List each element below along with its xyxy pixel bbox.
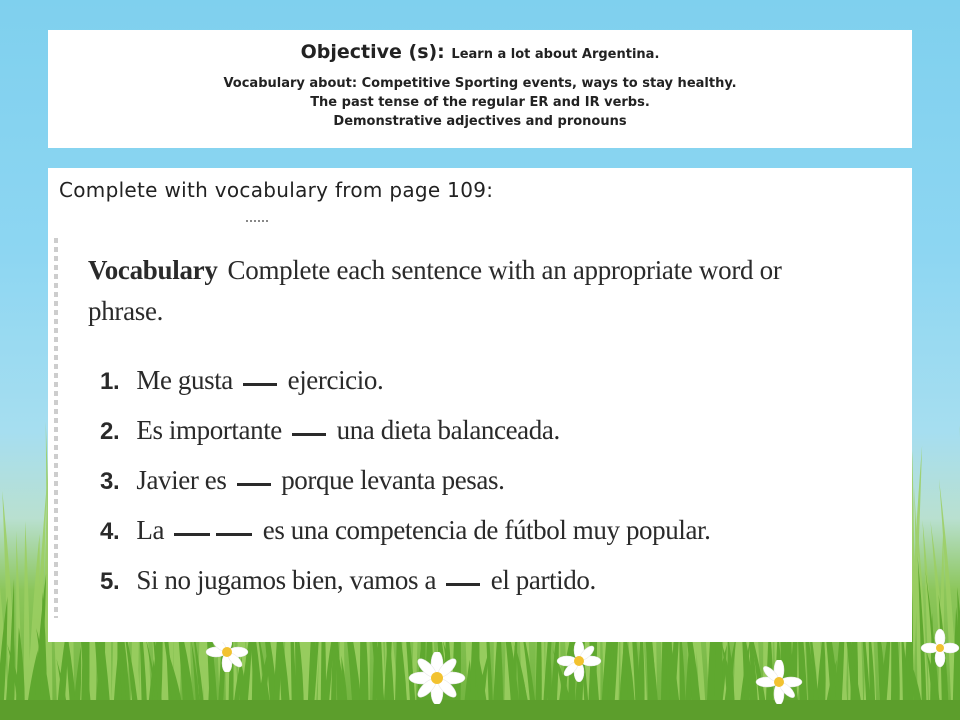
daisy-icon (755, 660, 803, 704)
daisy-icon (408, 652, 466, 704)
item-number: 4. (100, 518, 120, 545)
item-text-before: La (136, 515, 165, 545)
daisy-icon (920, 628, 960, 668)
exercise-item-3 (100, 456, 800, 506)
exercise-item-4 (100, 506, 800, 556)
answer-blank (174, 533, 210, 536)
exercise-item-1 (100, 356, 800, 406)
exercise-item-5 (100, 556, 800, 606)
objective-summary: Learn a lot about Argentina. (451, 47, 660, 62)
answer-blank (216, 533, 252, 536)
exercise-list (100, 356, 800, 606)
item-text-after: una dieta balanceada. (336, 415, 560, 445)
answer-blank (243, 383, 277, 386)
item-text-after: el partido. (490, 565, 596, 595)
vocabulary-prompt (88, 250, 808, 332)
vocabulary-keyword: Vocabulary (88, 255, 218, 285)
answer-blank (446, 583, 480, 586)
item-text-after: porque levanta pesas. (281, 465, 505, 495)
item-text-before: Javier es (136, 465, 227, 495)
instruction-text: Complete with vocabulary from page 109: (59, 178, 494, 202)
answer-blank (237, 483, 271, 486)
objective-line-demonstratives: Demonstrative adjectives and pronouns (333, 114, 627, 129)
objective-heading (48, 40, 912, 67)
item-text-after: es una competencia de fútbol muy popular. (262, 515, 711, 545)
exercise-item-2 (100, 406, 800, 456)
objective-line-vocabulary: Vocabulary about: Competitive Sporting events, ways to stay healthy. (223, 76, 737, 91)
item-number: 1. (100, 368, 120, 395)
scan-margin-edge (54, 238, 58, 618)
item-number: 5. (100, 568, 120, 595)
vocabulary-instruction: Complete each sentence with an appropriate word or phrase. (88, 255, 782, 326)
item-number: 2. (100, 418, 120, 445)
objective-label: Objective (s): (300, 41, 445, 63)
objective-line-past-tense: The past tense of the regular ER and IR verbs. (310, 95, 650, 110)
item-text-before: Si no jugamos bien, vamos a (136, 565, 437, 595)
item-text-before: Me gusta (136, 365, 233, 395)
daisy-icon (556, 640, 602, 682)
answer-blank (292, 433, 326, 436)
textbook-scan (54, 220, 814, 630)
item-text-before: Es importante (136, 415, 282, 445)
scan-fragment (246, 212, 268, 222)
content-box (48, 168, 912, 642)
item-number: 3. (100, 468, 120, 495)
objective-box (48, 30, 912, 148)
item-text-after: ejercicio. (287, 365, 384, 395)
